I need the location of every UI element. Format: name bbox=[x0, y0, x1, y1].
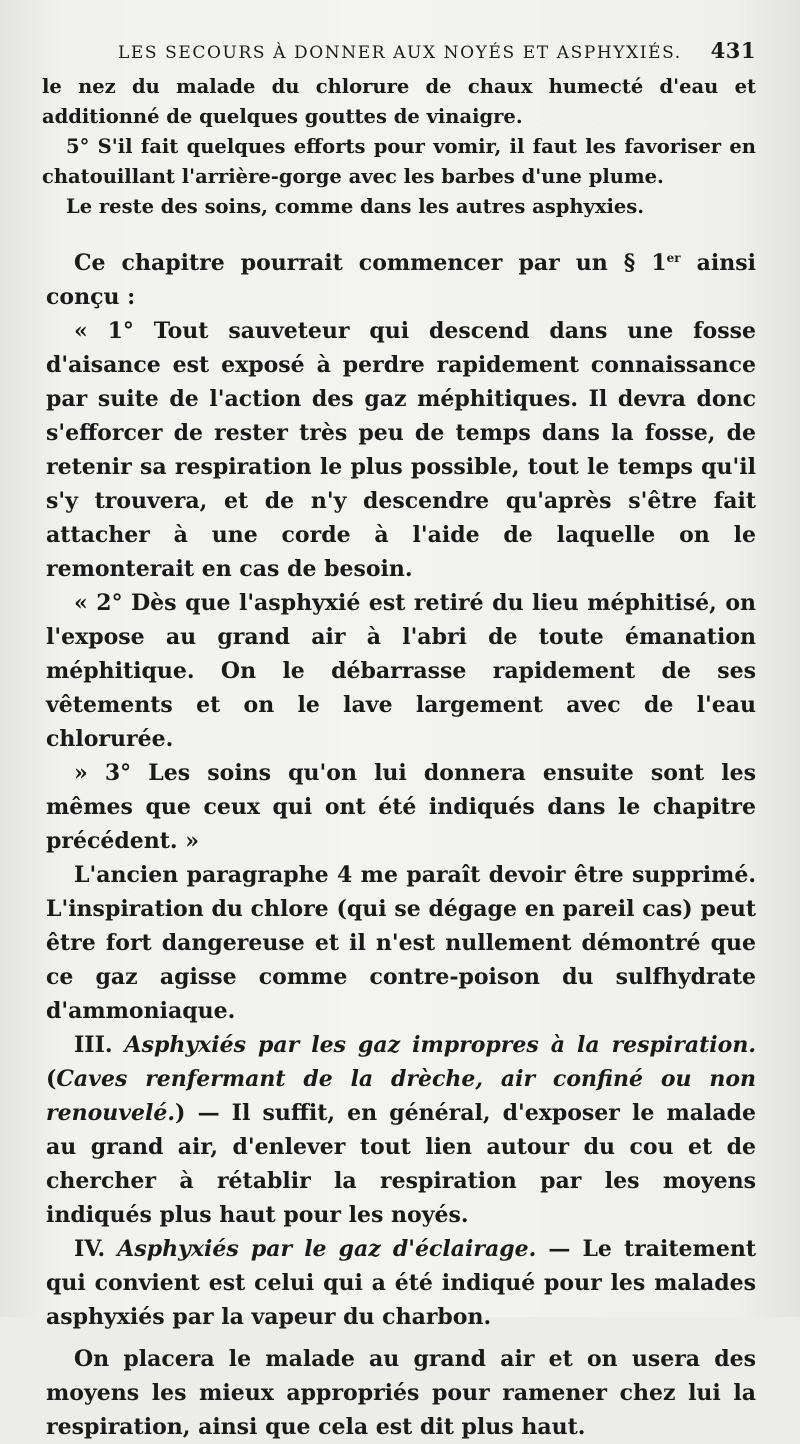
paragraph: Le reste des soins, comme dans les autres asphyxies. bbox=[66, 195, 645, 218]
main-text-section bbox=[46, 246, 756, 1444]
paragraph: le nez du malade du chlorure de chaux humecté d'eau et additionné de quelques gouttes de vinaigre. bbox=[42, 75, 756, 128]
paragraph: Ce chapitre pourrait commencer par un § 1er ainsi conçu : bbox=[46, 250, 756, 310]
paragraph: On placera le malade au grand air et on usera des moyens les mieux appropriés pour ramener chez lui la respiration, ainsi que cela est dit plus haut. bbox=[46, 1346, 756, 1440]
running-title: LES SECOURS À DONNER AUX NOYÉS ET ASPHYXIÉS. bbox=[118, 43, 682, 63]
quoted-article-3: » 3° Les soins qu'on lui donnera ensuite sont les mêmes que ceux qui ont été indiqués dans le chapitre précédent. » bbox=[46, 760, 756, 854]
quoted-article-2: « 2° Dès que l'asphyxié est retiré du lieu méphitisé, on l'expose au grand air à l'abri de toute émanation méphitique. On le débarrasse rapidement de ses vêtements et on le lave largement avec de l'eau chlorurée. bbox=[46, 590, 756, 752]
paragraph: 5° S'il fait quelques efforts pour vomir, il faut les favoriser en chatouillant l'arrière-gorge avec les barbes d'une plume. bbox=[42, 135, 756, 188]
page-number: 431 bbox=[710, 38, 756, 63]
section-III: III. Asphyxiés par les gaz impropres à la respiration. (Caves renfermant de la drèche, air confiné ou non renouvelé.) — Il suffit, en général, d'exposer le malade au grand air, d'enlever tout lien autour du cou et de chercher à rétablir la respiration par les moyens indiqués plus haut pour les noyés. bbox=[46, 1032, 756, 1228]
small-print-section bbox=[42, 72, 756, 222]
section-IV: IV. Asphyxiés par le gaz d'éclairage. — Le traitement qui convient est celui qui a été indiqué pour les malades asphyxiés par la vapeur du charbon. bbox=[46, 1236, 756, 1330]
quoted-article-1: « 1° Tout sauveteur qui descend dans une fosse d'aisance est exposé à perdre rapidement connaissance par suite de l'action des gaz méphitiques. Il devra donc s'efforcer de rester très peu de temps dans la fosse, de retenir sa respiration le plus possible, tout le temps qu'il s'y trouvera, et de n'y descendre qu'après s'être fait attacher à une corde à l'aide de laquelle on le remonterait en cas de besoin. bbox=[46, 318, 756, 582]
running-header bbox=[118, 38, 756, 63]
paragraph: L'ancien paragraphe 4 me paraît devoir être supprimé. L'inspiration du chlore (qui se dégage en pareil cas) peut être fort dangereuse et il n'est nullement démontré que ce gaz agisse comme contre-poison du sulfhydrate d'ammoniaque. bbox=[46, 862, 756, 1024]
